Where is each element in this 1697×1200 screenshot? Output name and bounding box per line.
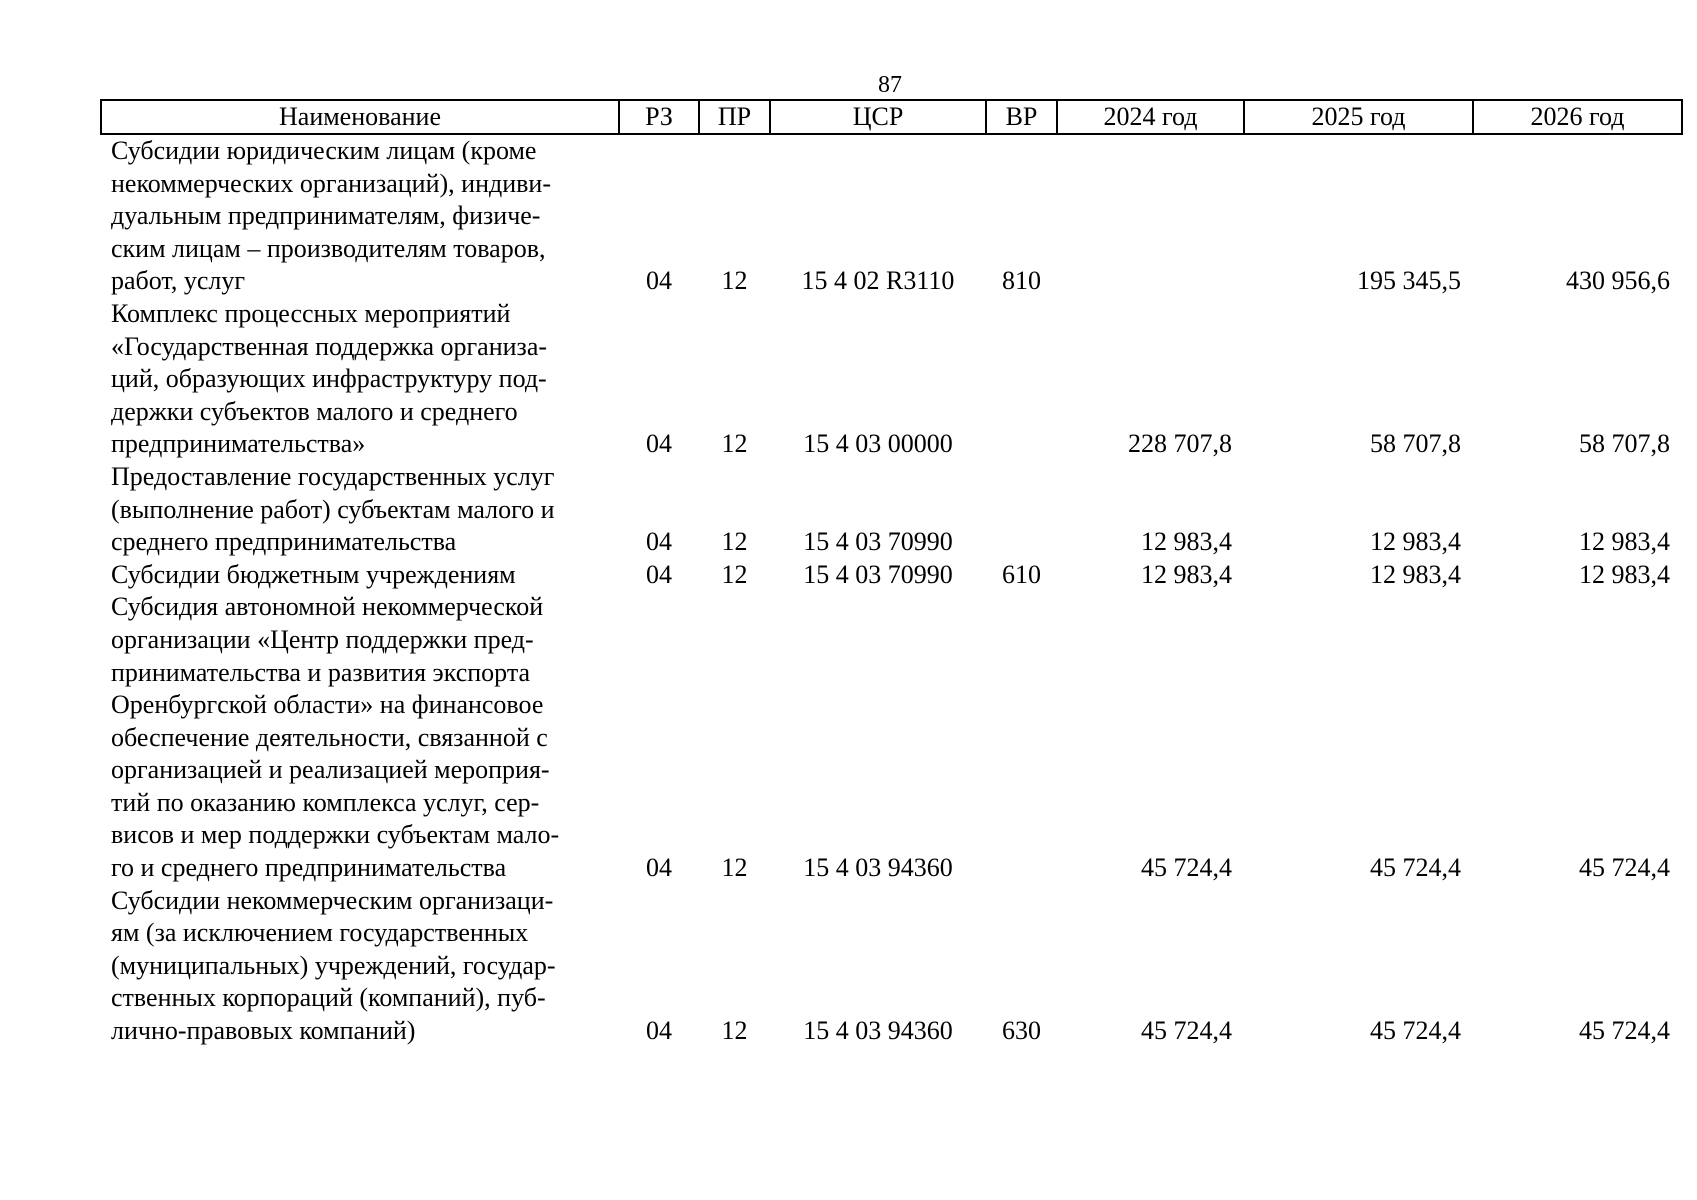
row-name-line: Субсидия автономной некоммерческой xyxy=(111,592,544,622)
amount-2024-cell: 45 724,4 xyxy=(1141,853,1232,883)
amount-2024-cell: 228 707,8 xyxy=(1128,429,1232,459)
row-name-cell xyxy=(101,134,619,298)
header-pr: ПР xyxy=(699,100,770,134)
row-name-line: организацией и реализацией мероприя- xyxy=(111,755,550,785)
amount-2026-cell: 45 724,4 xyxy=(1579,1016,1670,1046)
vr-cell: 810 xyxy=(1002,266,1041,296)
row-name-line: (муниципальных) учреждений, государ- xyxy=(111,950,556,980)
table-header-row xyxy=(101,100,1682,134)
row-name-cell xyxy=(101,298,619,461)
row-name-line: ций, образующих инфраструктуру под- xyxy=(111,364,547,394)
pr-cell: 12 xyxy=(721,853,748,883)
csr-cell: 15 4 02 R3110 xyxy=(801,266,955,296)
row-name-cell xyxy=(101,461,619,559)
amount-2025-cell: 12 983,4 xyxy=(1370,527,1461,557)
row-name-line: Оренбургской области» на финансовое xyxy=(111,690,544,720)
row-name-cell xyxy=(101,591,619,884)
row-name-line: ям (за исключением государственных xyxy=(111,918,529,948)
row-name-line: ственных корпораций (компаний), пуб- xyxy=(111,983,546,1013)
amount-2024-cell: 45 724,4 xyxy=(1141,1016,1232,1046)
amount-2025-cell: 45 724,4 xyxy=(1370,853,1461,883)
amount-2025-cell: 12 983,4 xyxy=(1370,559,1461,589)
header-vr: ВР xyxy=(986,100,1057,134)
pr-cell: 12 xyxy=(721,266,748,296)
header-2026: 2026 год xyxy=(1473,100,1682,134)
row-name-line: «Государственная поддержка организа- xyxy=(111,331,548,361)
amount-2026-cell: 430 956,6 xyxy=(1566,266,1670,296)
header-csr: ЦСР xyxy=(770,100,986,134)
row-name-line: Комплекс процессных мероприятий xyxy=(111,298,511,328)
vr-cell: 630 xyxy=(1002,1016,1041,1046)
row-name-line: ским лицам – производителям товаров, xyxy=(111,233,546,263)
table-body xyxy=(101,134,1682,1048)
amount-2026-cell: 58 707,8 xyxy=(1579,429,1670,459)
row-name-line: Субсидии бюджетным учреждениям xyxy=(111,559,516,589)
pr-cell: 12 xyxy=(721,1016,748,1046)
csr-cell: 15 4 03 70990 xyxy=(803,559,953,589)
amount-2024-cell xyxy=(1057,134,1244,298)
amount-2025-cell: 58 707,8 xyxy=(1370,429,1461,459)
table-row xyxy=(101,298,1682,461)
row-name-cell xyxy=(101,885,619,1048)
row-name-line: предпринимательства» xyxy=(111,429,366,459)
row-name-line: работ, услуг xyxy=(111,266,246,296)
vr-cell xyxy=(986,591,1057,884)
row-name-line: держки субъектов малого и среднего xyxy=(111,396,518,426)
row-name-line: Субсидии некоммерческим организаци- xyxy=(111,885,554,915)
pr-cell: 12 xyxy=(721,559,748,589)
rz-cell: 04 xyxy=(646,1016,672,1046)
row-name-line: го и среднего предпринимательства xyxy=(111,853,507,883)
amount-2024-cell: 12 983,4 xyxy=(1141,527,1232,557)
vr-cell xyxy=(986,298,1057,461)
vr-cell: 610 xyxy=(1002,559,1041,589)
vr-cell xyxy=(986,461,1057,559)
header-rz: РЗ xyxy=(619,100,699,134)
row-name-line: висов и мер поддержки субъектам мало- xyxy=(111,820,560,850)
row-name-line: Предоставление государственных услуг xyxy=(111,461,555,491)
table-row xyxy=(101,559,1682,592)
table-row xyxy=(101,134,1682,298)
table-row xyxy=(101,461,1682,559)
csr-cell: 15 4 03 00000 xyxy=(803,429,953,459)
pr-cell: 12 xyxy=(721,429,748,459)
csr-cell: 15 4 03 70990 xyxy=(803,527,953,557)
csr-cell: 15 4 03 94360 xyxy=(803,1016,953,1046)
amount-2025-cell: 195 345,5 xyxy=(1357,266,1461,296)
row-name-line: некоммерческих организаций), индиви- xyxy=(111,168,551,198)
amount-2026-cell: 45 724,4 xyxy=(1579,853,1670,883)
header-2024: 2024 год xyxy=(1057,100,1244,134)
row-name-line: дуальным предпринимателям, физиче- xyxy=(111,201,541,231)
amount-2025-cell: 45 724,4 xyxy=(1370,1016,1461,1046)
row-name-line: (выполнение работ) субъектам малого и xyxy=(111,494,555,524)
table-row xyxy=(101,885,1682,1048)
rz-cell: 04 xyxy=(646,559,672,589)
amount-2026-cell: 12 983,4 xyxy=(1579,559,1670,589)
amount-2024-cell: 12 983,4 xyxy=(1141,559,1232,589)
csr-cell: 15 4 03 94360 xyxy=(803,853,953,883)
table-row xyxy=(101,591,1682,884)
rz-cell: 04 xyxy=(646,266,672,296)
amount-2026-cell: 12 983,4 xyxy=(1579,527,1670,557)
row-name-cell xyxy=(101,559,619,592)
row-name-line: среднего предпринимательства xyxy=(111,527,457,557)
row-name-line: обеспечение деятельности, связанной с xyxy=(111,722,548,752)
row-name-line: организации «Центр поддержки пред- xyxy=(111,624,534,654)
row-name-line: тий по оказанию комплекса услуг, сер- xyxy=(111,787,540,817)
page-number: 87 xyxy=(878,72,902,98)
rz-cell: 04 xyxy=(646,429,672,459)
header-name: Наименование xyxy=(101,100,619,134)
row-name-line: принимательства и развития экспорта xyxy=(111,657,531,687)
rz-cell: 04 xyxy=(646,527,672,557)
budget-table xyxy=(100,99,1683,1048)
rz-cell: 04 xyxy=(646,853,672,883)
row-name-line: Субсидии юридическим лицам (кроме xyxy=(111,136,537,165)
pr-cell: 12 xyxy=(721,527,748,557)
header-2025: 2025 год xyxy=(1244,100,1473,134)
row-name-line: лично-правовых компаний) xyxy=(111,1016,416,1046)
